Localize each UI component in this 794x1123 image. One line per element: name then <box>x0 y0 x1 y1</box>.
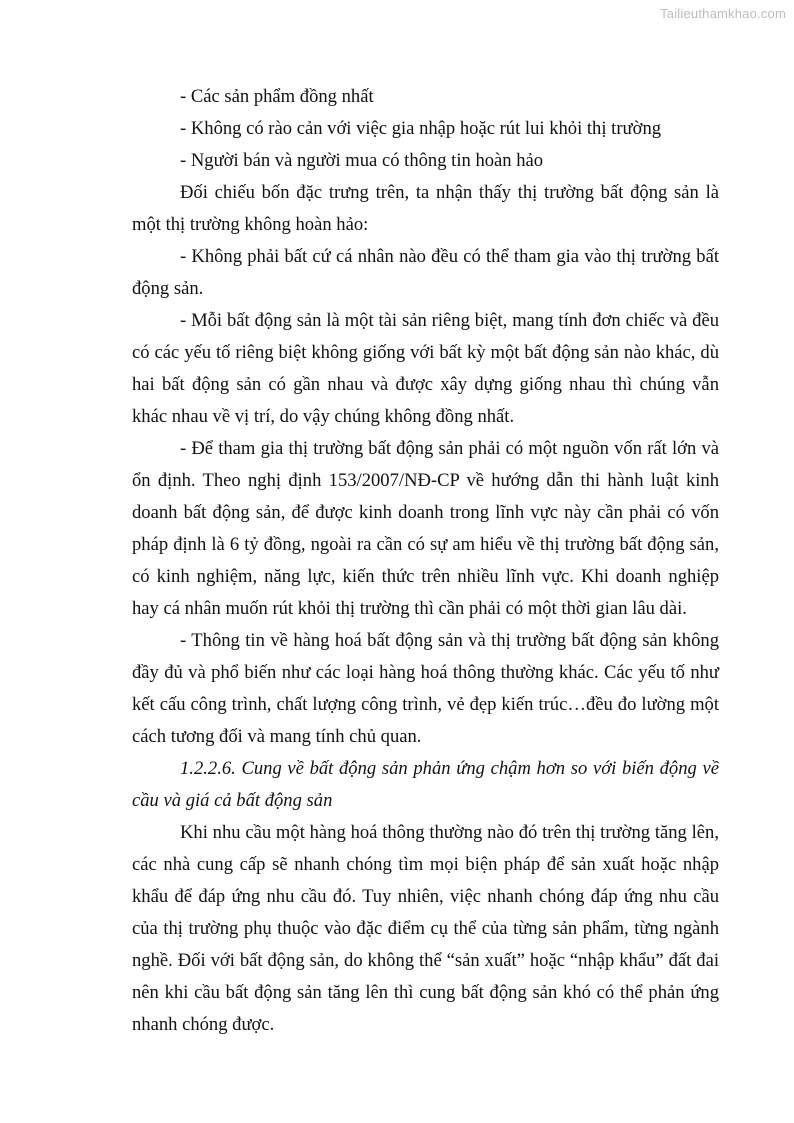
paragraph-supply: Khi nhu cầu một hàng hoá thông thường nào đó trên thị trường tăng lên, các nhà cung cấp sẽ nhanh chóng tìm mọi biện pháp để sản xuất hoặc nhập khẩu để đáp ứng nhu cầu đó. Tuy nhiên, việc nhanh chóng đáp ứng nhu cầu của thị trường phụ thuộc vào đặc điểm cụ thể của từng sản phẩm, từng ngành nghề. Đối với bất động sản, do không thể “sản xuất” hoặc “nhập khẩu” đất đai nên khi cầu bất động sản tăng lên thì cung bất động sản khó có thể phản ứng nhanh chóng được. <box>132 822 719 1035</box>
paragraph-bullet-perfect-info: - Người bán và người mua có thông tin hoàn hảo <box>180 150 544 171</box>
watermark: Tailieuthamkhao.com <box>660 6 786 21</box>
paragraph-bullet-no-barriers: - Không có rào cản với việc gia nhập hoặc rút lui khỏi thị trường <box>180 118 662 139</box>
paragraph-not-everyone: - Không phải bất cứ cá nhân nào đều có thể tham gia vào thị trường bất động sản. <box>132 246 719 299</box>
paragraph-unique-property: - Mỗi bất động sản là một tài sản riêng biệt, mang tính đơn chiếc và đều có các yếu tố riêng biệt không giống với bất kỳ một bất động sản nào khác, dù hai bất động sản có gần nhau và được xây dựng giống nhau thì chúng vẫn khác nhau về vị trí, do vậy chúng không đồng nhất. <box>132 310 719 427</box>
section-heading: 1.2.2.6. Cung về bất động sản phản ứng chậm hơn so với biến động về cầu và giá cả bất động sản <box>132 758 719 811</box>
paragraph-information: - Thông tin về hàng hoá bất động sản và thị trường bất động sản không đầy đủ và phổ biến như các loại hàng hoá thông thường khác. Các yếu tố như kết cấu công trình, chất lượng công trình, vẻ đẹp kiến trúc…đều đo lường một cách tương đối và mang tính chủ quan. <box>132 630 719 747</box>
document-body <box>132 81 719 1041</box>
paragraph-capital: - Để tham gia thị trường bất động sản phải có một nguồn vốn rất lớn và ổn định. Theo nghị định 153/2007/NĐ-CP về hướng dẫn thi hành luật kinh doanh bất động sản, để được kinh doanh trong lĩnh vực này cần phải có vốn pháp định là 6 tỷ đồng, ngoài ra cần có sự am hiểu về thị trường bất động sản, có kinh nghiệm, năng lực, kiến thức trên nhiều lĩnh vực. Khi doanh nghiệp hay cá nhân muốn rút khỏi thị trường thì cần phải có một thời gian lâu dài. <box>132 438 719 619</box>
paragraph-bullet-homogeneous: - Các sản phẩm đồng nhất <box>180 86 374 107</box>
paragraph-comparison: Đối chiếu bốn đặc trưng trên, ta nhận thấy thị trường bất động sản là một thị trường không hoàn hảo: <box>132 182 719 235</box>
